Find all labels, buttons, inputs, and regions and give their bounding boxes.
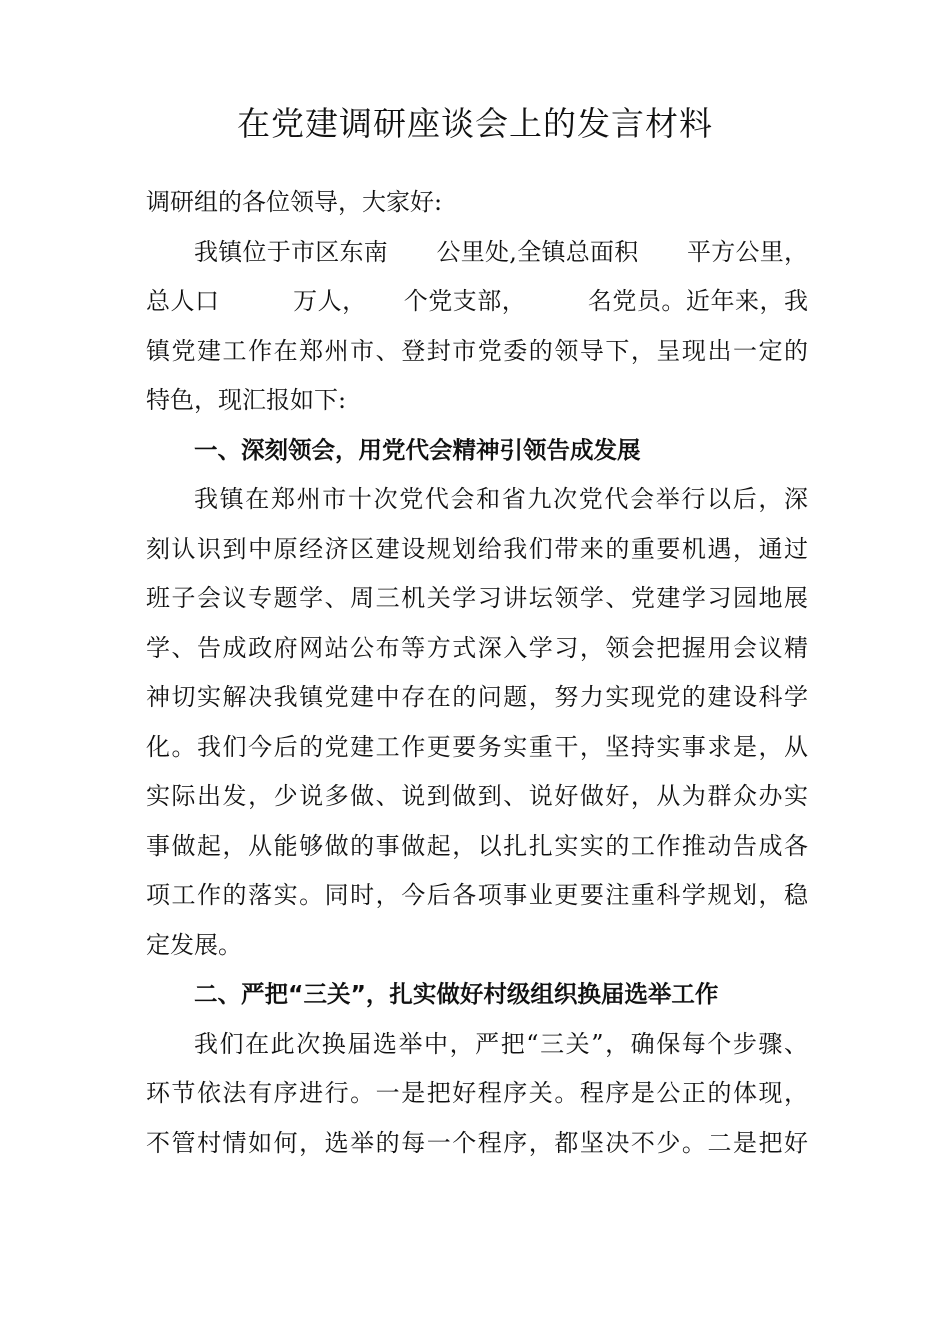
section-1-line: 学、告成政府网站公布等方式深入学习，领会把握用会议精 <box>146 633 808 662</box>
section-1-heading: 一、深刻领会，用党代会精神引领告成发展 <box>194 435 641 464</box>
intro-line-3: 镇党建工作在郑州市、登封市党委的领导下，呈现出一定的 <box>146 336 808 365</box>
section-1-line: 定发展。 <box>146 930 242 959</box>
section-2-line: 不管村情如何，选举的每一个程序，都坚决不少。二是把好 <box>146 1128 808 1157</box>
document-title: 在党建调研座谈会上的发言材料 <box>237 104 713 143</box>
section-2-paragraph <box>146 1020 808 1169</box>
section-2-line: 环节依法有序进行。一是把好程序关。程序是公正的体现， <box>146 1079 808 1107</box>
greeting-line: 调研组的各位领导，大家好: <box>146 188 443 216</box>
section-1-line: 事做起，从能够做的事做起，以扎扎实实的工作推动告成各 <box>146 831 808 860</box>
section-1-line: 化。我们今后的党建工作更要务实重干，坚持实事求是，从 <box>146 732 808 761</box>
section-2-heading: 二、严把“三关”，扎实做好村级组织换届选举工作 <box>194 980 719 1008</box>
section-1-line: 我镇在郑州市十次党代会和省九次党代会举行以后，深 <box>194 485 808 513</box>
section-1-paragraph <box>146 475 808 970</box>
intro-line-4: 特色，现汇报如下: <box>146 386 347 414</box>
section-2-line: 我们在此次换届选举中，严把“三关”，确保每个步骤、 <box>194 1029 808 1058</box>
document-body <box>146 178 808 1168</box>
section-1-line: 班子会议专题学、周三机关学习讲坛领学、党建学习园地展 <box>146 584 808 612</box>
section-1-line: 实际出发，少说多做、说到做到、说好做好，从为群众办实 <box>146 782 808 810</box>
intro-line-2: 总人口 万人， 个党支部， 名党员。近年来，我 <box>146 287 808 315</box>
section-1-line: 神切实解决我镇党建中存在的问题，努力实现党的建设科学 <box>146 683 808 711</box>
intro-paragraph <box>146 228 808 426</box>
section-1-line: 刻认识到中原经济区建设规划给我们带来的重要机遇，通过 <box>146 534 808 563</box>
section-1-line: 项工作的落实。同时，今后各项事业更要注重科学规划，稳 <box>146 881 808 909</box>
intro-line-1: 我镇位于市区东南 公里处,全镇总面积 平方公里， <box>194 237 808 266</box>
